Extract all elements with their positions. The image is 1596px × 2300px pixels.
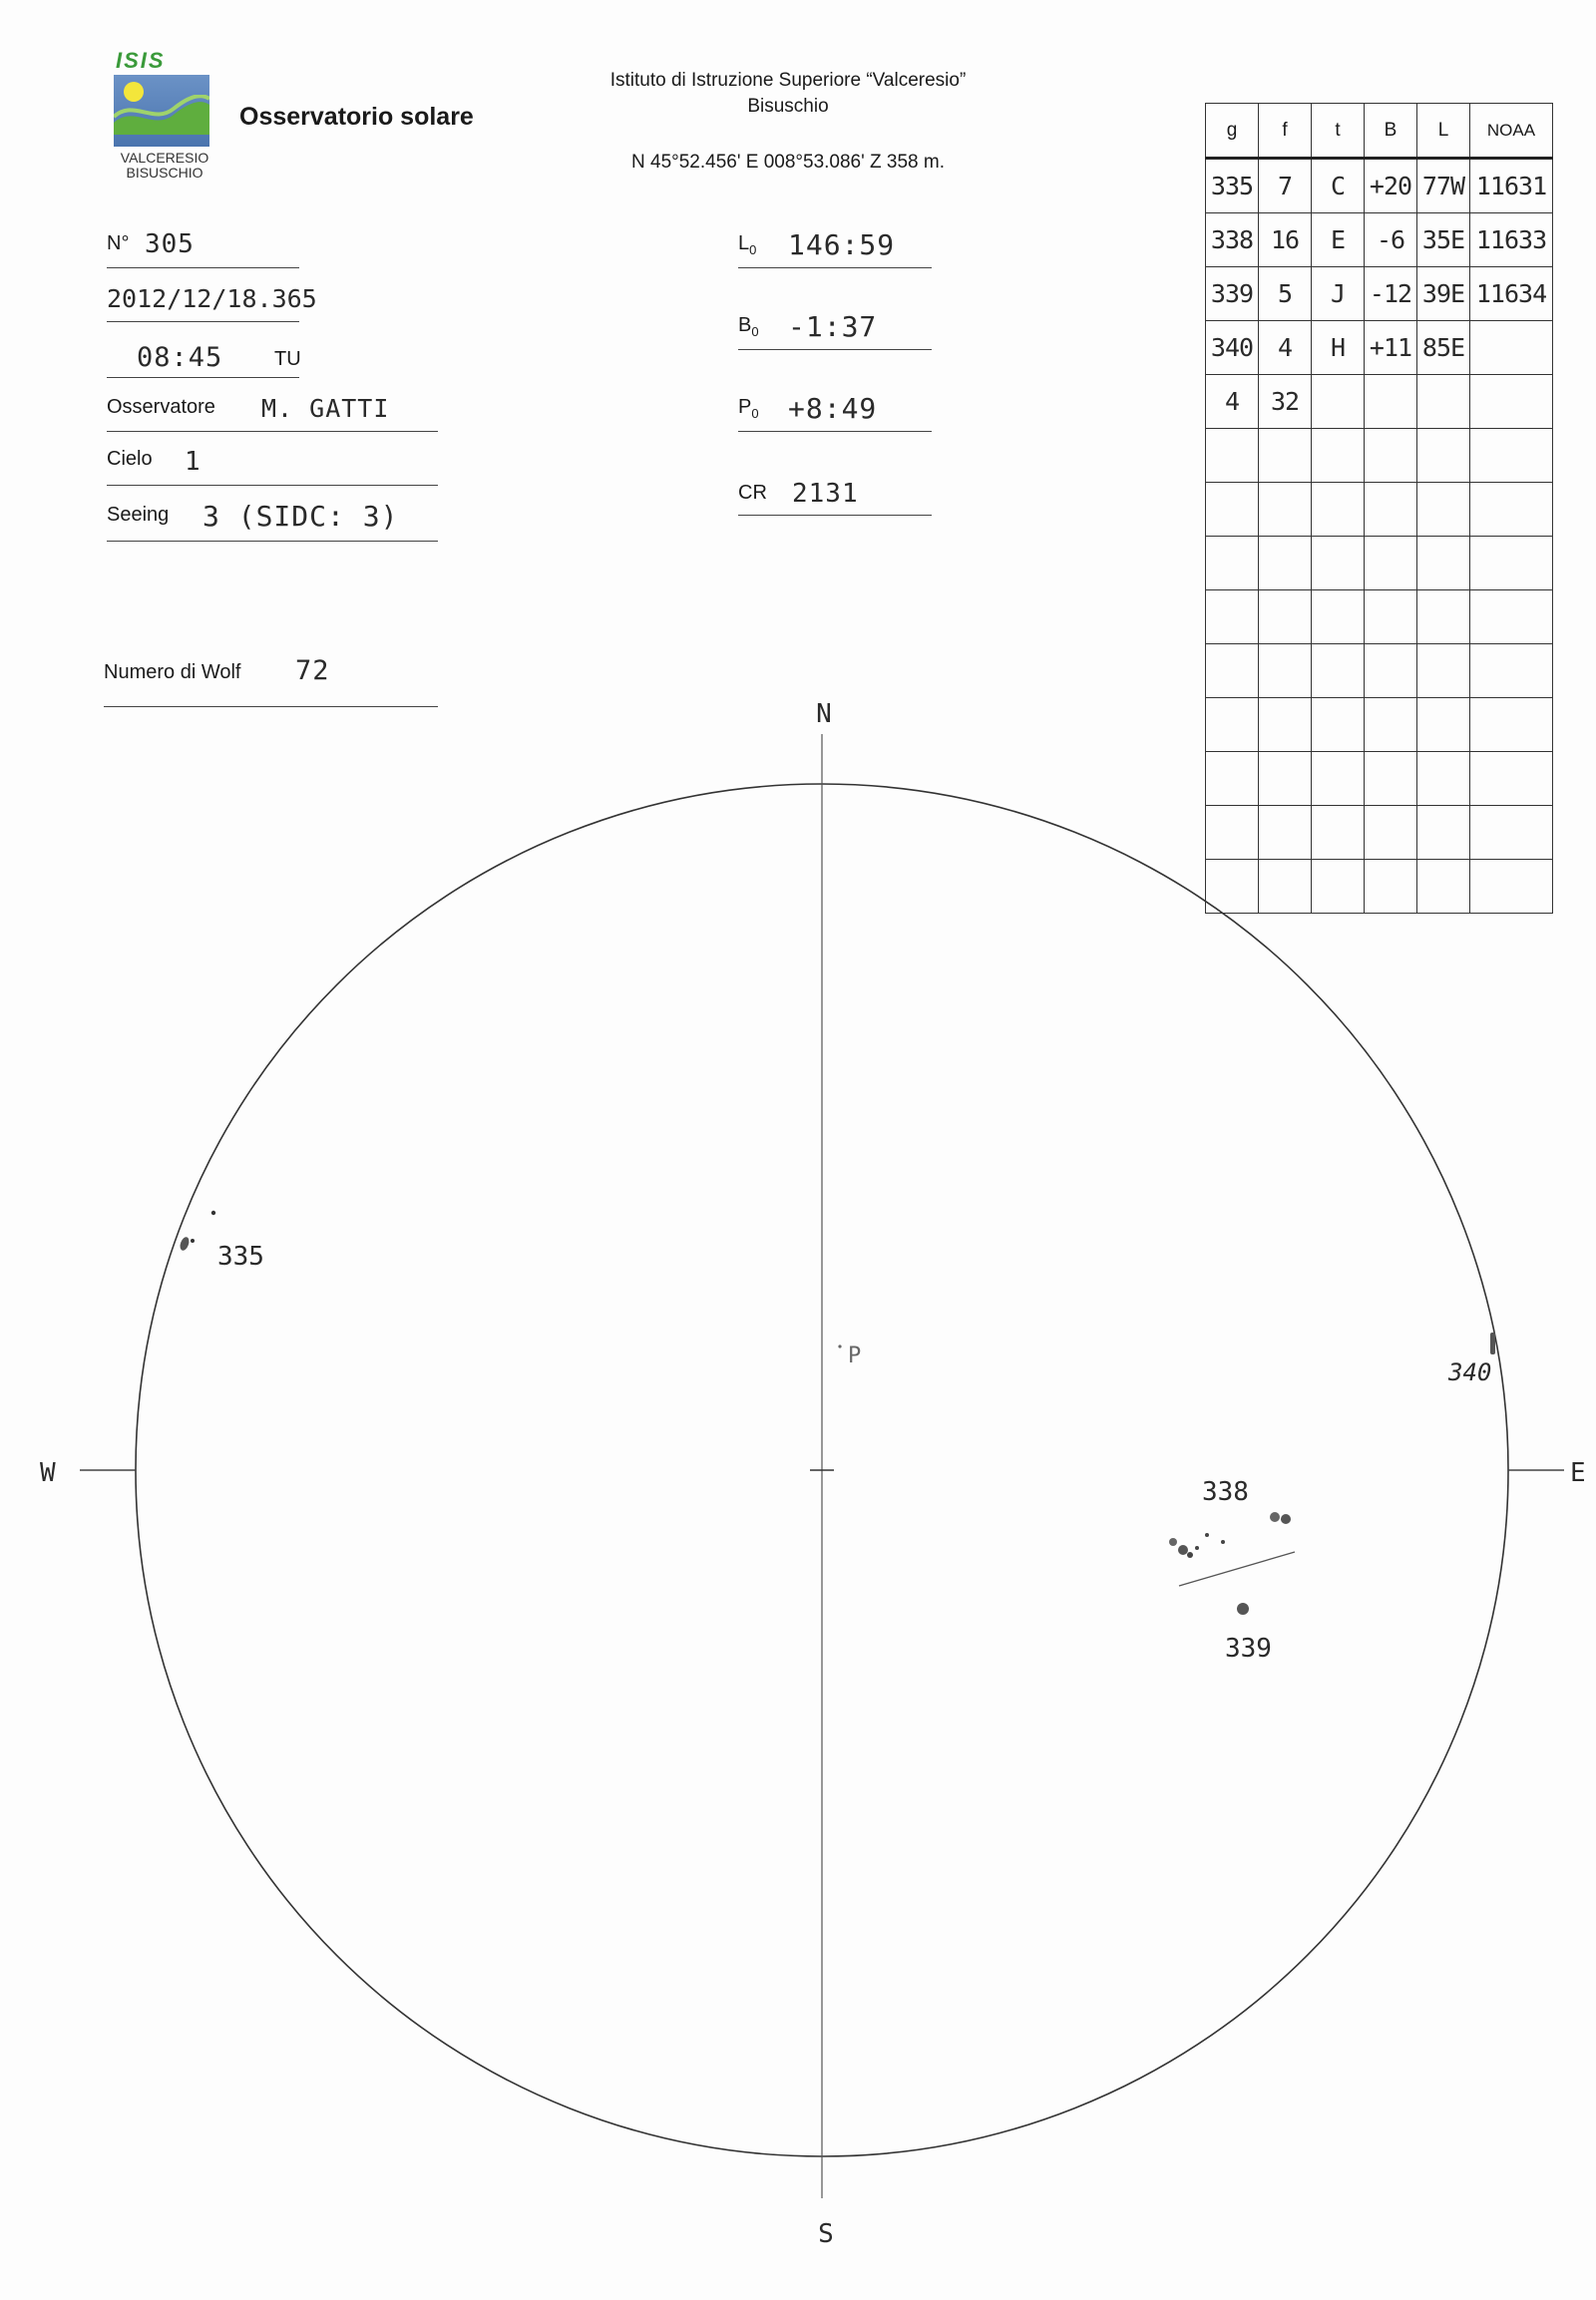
table-cell: 340 <box>1206 321 1259 375</box>
institute-town: Bisuschio <box>747 96 829 117</box>
east-label: E <box>1570 1458 1586 1488</box>
table-cell: +20 <box>1365 159 1417 213</box>
table-cell: 7 <box>1259 159 1312 213</box>
l0-label: $L_0$ <box>738 232 757 257</box>
number-value: 305 <box>145 229 195 259</box>
wolf-value: 72 <box>295 655 330 686</box>
spot-group-340 <box>1447 1333 1495 1386</box>
cr-label: CR <box>738 482 767 504</box>
table-cell: 35E <box>1417 213 1470 267</box>
table-cell: 338 <box>1206 213 1259 267</box>
logo-subtitle-2: BISUSCHIO <box>126 165 203 181</box>
col-header-l: L <box>1417 104 1470 159</box>
col-header-b: B <box>1365 104 1417 159</box>
time-unit: TU <box>274 348 301 370</box>
site-coordinates: N 45°52.456' E 008°53.086' Z 358 m. <box>631 152 945 173</box>
table-cell: 85E <box>1417 321 1470 375</box>
logo-subtitle-1: VALCERESIO <box>120 150 209 166</box>
number-label: N° <box>107 232 130 254</box>
table-cell: 32 <box>1259 375 1312 429</box>
table-cell: -12 <box>1365 267 1417 321</box>
sky-label: Cielo <box>107 448 153 470</box>
spot-group-338 <box>1169 1477 1291 1558</box>
date-value: 2012/12/18.365 <box>107 284 317 313</box>
observatory-title: Osservatorio solare <box>239 103 474 131</box>
col-header-noaa: NOAA <box>1470 104 1553 159</box>
table-cell: 4 <box>1259 321 1312 375</box>
pole-label: P <box>848 1343 862 1368</box>
col-header-f: f <box>1259 104 1312 159</box>
b0-label: $B_0$ <box>738 314 759 339</box>
west-label: W <box>40 1458 56 1488</box>
table-cell: 11634 <box>1470 267 1553 321</box>
spot-group-label: 339 <box>1225 1634 1272 1664</box>
table-cell: 5 <box>1259 267 1312 321</box>
col-header-t: t <box>1312 104 1365 159</box>
table-cell: +11 <box>1365 321 1417 375</box>
observer-value: M. GATTI <box>261 394 390 423</box>
group-separator-line <box>1179 1552 1295 1586</box>
pole-marker <box>838 1344 841 1347</box>
table-cell: 11631 <box>1470 159 1553 213</box>
p0-label: $P_0$ <box>738 396 759 421</box>
table-cell: 77W <box>1417 159 1470 213</box>
spot-group-label: 340 <box>1448 1358 1492 1386</box>
time-value: 08:45 <box>137 342 223 373</box>
table-cell: 11633 <box>1470 213 1553 267</box>
seeing-value: 3 (SIDC: 3) <box>202 500 399 533</box>
logo-title: ISIS <box>116 48 166 73</box>
spot-group-335 <box>179 1211 264 1272</box>
table-cell: 339 <box>1206 267 1259 321</box>
l0-value: 146:59 <box>788 228 896 261</box>
table-cell: 335 <box>1206 159 1259 213</box>
south-label: S <box>818 2219 834 2249</box>
institute-name: Istituto di Istruzione Superiore “Valceresio” <box>609 70 967 91</box>
cr-value: 2131 <box>792 479 859 509</box>
table-cell: 16 <box>1259 213 1312 267</box>
table-cell: E <box>1312 213 1365 267</box>
table-cell: 39E <box>1417 267 1470 321</box>
spot-group-339 <box>1225 1603 1272 1664</box>
seeing-label: Seeing <box>107 504 170 526</box>
table-cell: -6 <box>1365 213 1417 267</box>
north-label: N <box>816 699 832 729</box>
spot-group-label: 338 <box>1202 1477 1249 1507</box>
p0-value: +8:49 <box>788 392 878 425</box>
table-cell: C <box>1312 159 1365 213</box>
table-cell: 4 <box>1206 375 1259 429</box>
table-cell: H <box>1312 321 1365 375</box>
table-cell: J <box>1312 267 1365 321</box>
spot-group-label: 335 <box>217 1242 264 1272</box>
col-header-g: g <box>1206 104 1259 159</box>
sky-value: 1 <box>185 447 201 477</box>
wolf-label: Numero di Wolf <box>104 661 241 683</box>
b0-value: -1:37 <box>788 310 878 343</box>
observer-label: Osservatore <box>107 396 215 418</box>
